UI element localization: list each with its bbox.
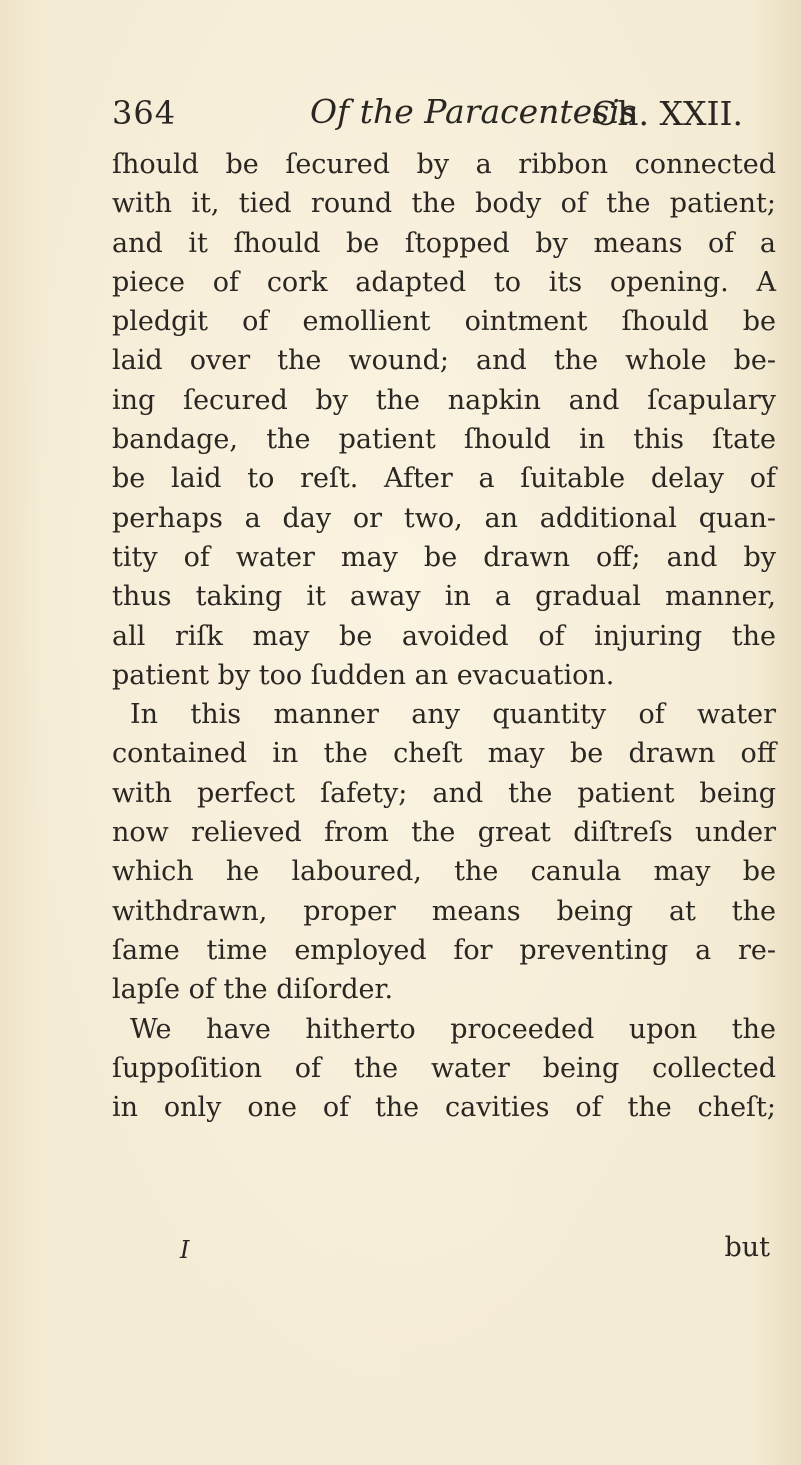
text-line: with perfect ſafety; and the patient being bbox=[112, 777, 776, 809]
running-head bbox=[112, 90, 772, 140]
text-line: lapſe of the diſorder. bbox=[112, 974, 394, 1006]
running-title: Of the Paracentesis bbox=[310, 92, 637, 131]
text-line: with it, tied round the body of the patient; bbox=[112, 188, 776, 220]
text-line: ſame time employed for preventing a re- bbox=[112, 934, 776, 966]
text-line: now relieved from the great diſtreſs under bbox=[112, 817, 776, 849]
text-line: We have hitherto proceeded upon the bbox=[130, 1013, 776, 1045]
text-line: bandage, the patient ſhould in this ſtate bbox=[112, 424, 776, 456]
text-line: patient by too ſudden an evacuation. bbox=[112, 659, 615, 691]
text-line: be laid to reſt. After a ſuitable delay of bbox=[112, 463, 776, 495]
footer-line bbox=[112, 1232, 776, 1272]
text-line: and it ſhould be ſtopped by means of a bbox=[112, 227, 776, 259]
text-line: thus taking it away in a gradual manner, bbox=[112, 581, 776, 613]
text-line: pledgit of emollient ointment ſhould be bbox=[112, 306, 776, 338]
text-line: ſhould be ſecured by a ribbon connected bbox=[112, 149, 776, 180]
text-line: In this manner any quantity of water bbox=[130, 699, 776, 731]
text-line: which he laboured, the canula may be bbox=[112, 856, 776, 888]
text-line: piece of cork adapted to its opening. A bbox=[112, 266, 776, 298]
text-line: all riſk may be avoided of injuring the bbox=[112, 620, 776, 652]
text-line: laid over the wound; and the whole be- bbox=[112, 345, 776, 377]
text-line: perhaps a day or two, an additional quan- bbox=[112, 502, 776, 534]
signature-mark: I bbox=[180, 1236, 190, 1264]
catchword: but bbox=[724, 1232, 770, 1263]
text-line: ing ſecured by the napkin and ſcapulary bbox=[112, 384, 776, 416]
text-line: tity of water may be drawn off; and by bbox=[112, 541, 776, 573]
chapter-label: Ch. XXII. bbox=[592, 94, 744, 133]
text-line: in only one of the cavities of the cheſt; bbox=[112, 1092, 776, 1124]
text-line: contained in the cheſt may be drawn off bbox=[112, 738, 776, 770]
page-number: 364 bbox=[112, 94, 177, 132]
text-line: ſuppoſition of the water being collected bbox=[112, 1052, 776, 1084]
text-line: withdrawn, proper means being at the bbox=[112, 895, 776, 927]
body-text bbox=[112, 145, 776, 1127]
